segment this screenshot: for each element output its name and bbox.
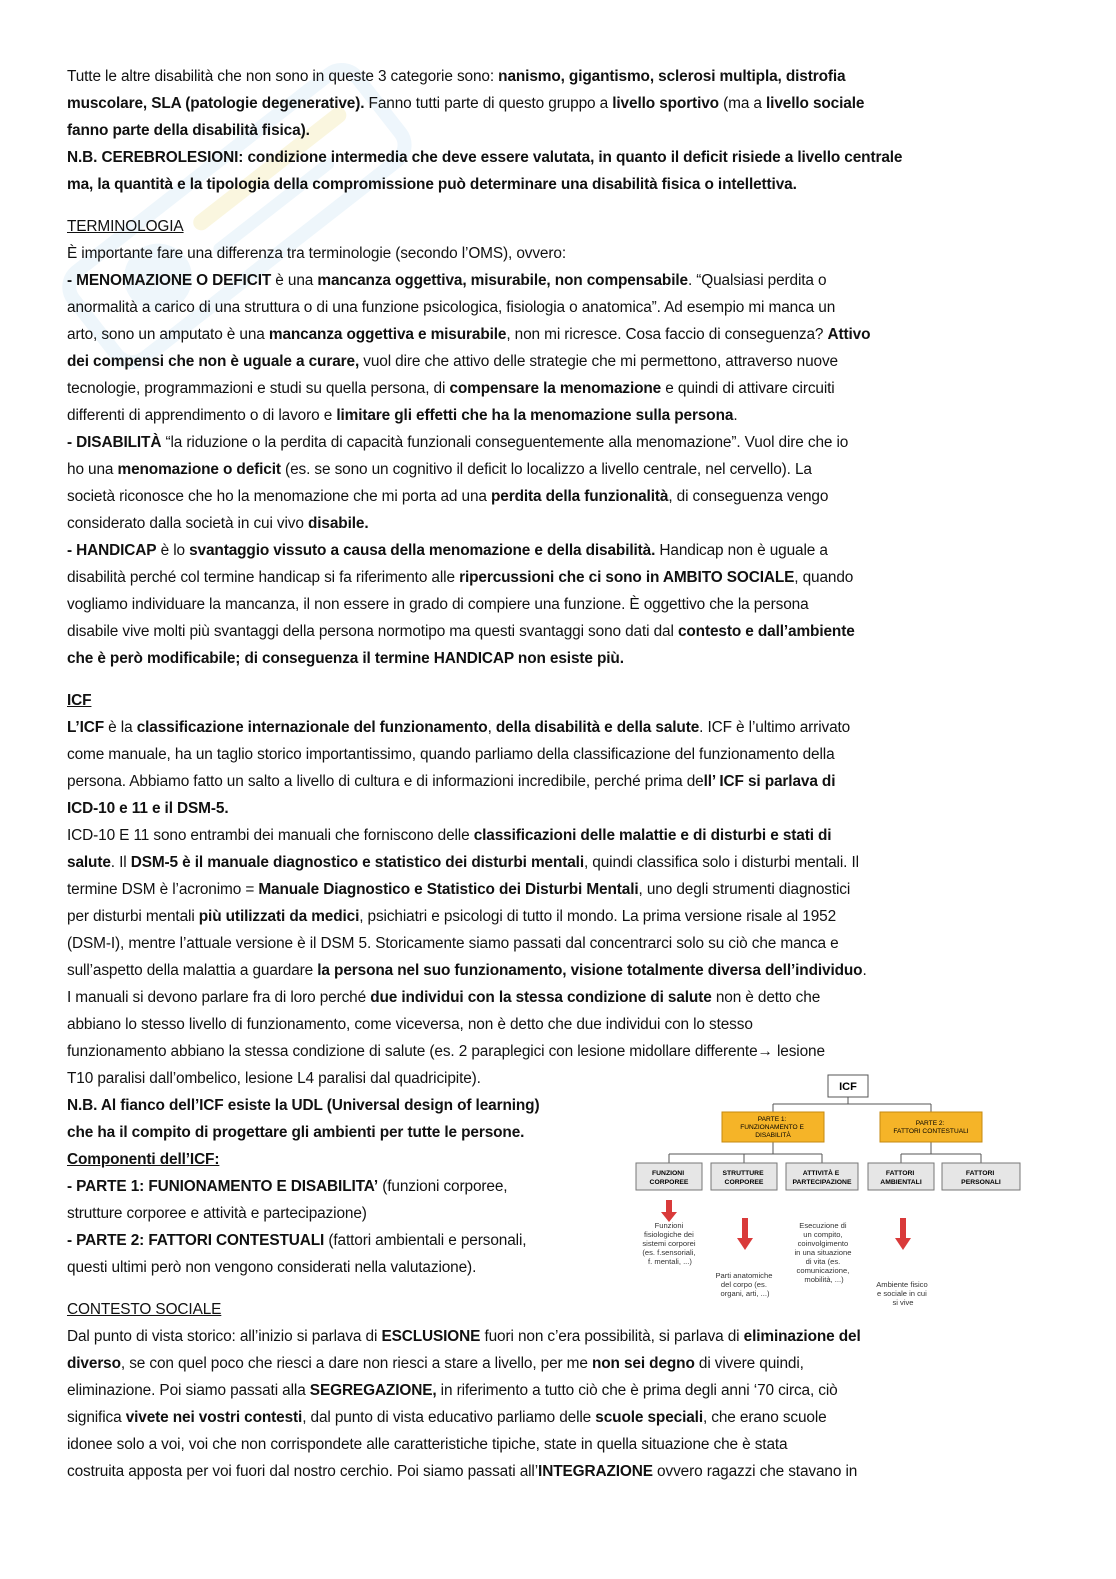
part1-label: PARTE 1: FUNZIONAMENTO E DISABILITÀ xyxy=(740,1116,804,1139)
text-line xyxy=(67,876,1067,903)
text-run: dei compensi che non è uguale a curare, xyxy=(67,353,360,370)
text-run: perdita della funzionalità xyxy=(491,488,669,505)
text-run: - HANDICAP xyxy=(67,542,157,559)
text-run: termine DSM è l’acronimo = xyxy=(67,881,259,898)
text-run: fanno parte della disabilità fisica). xyxy=(67,122,310,139)
text-line xyxy=(67,645,1067,672)
text-run: disabilità perché col termine handicap si fa riferimento alle xyxy=(67,569,460,586)
text-line xyxy=(67,849,1067,876)
text-run: differenti di apprendimento o di lavoro e xyxy=(67,407,337,424)
text-run: anormalità a carico di una struttura o di una funzione psicologica, fisiologia o anatomica”. Ad esempio mi manca un xyxy=(67,299,836,316)
text-run: nanismo, gigantismo, sclerosi multipla, distrofia xyxy=(498,68,846,85)
text-run: (ma a xyxy=(718,95,767,112)
text-run: arto, sono un amputato è una xyxy=(67,326,269,343)
text-run: Attivo xyxy=(827,326,871,343)
text-run: sull’aspetto della malattia a guardare xyxy=(67,962,318,979)
arrow-down-icon xyxy=(661,1200,677,1222)
text-run: . xyxy=(862,962,867,979)
text-line xyxy=(67,822,1067,849)
text-run: svantaggio vissuto a causa della menomazione e della disabilità. xyxy=(189,542,656,559)
text-line xyxy=(67,714,1067,741)
red-arrows xyxy=(661,1200,911,1250)
text-run: TERMINOLOGIA xyxy=(67,218,184,235)
text-run: - PARTE 2: FATTORI CONTESTUALI xyxy=(67,1232,325,1249)
text-line xyxy=(67,537,1067,564)
text-line xyxy=(67,1458,1067,1485)
text-line xyxy=(67,429,1067,456)
text-run: in riferimento a tutto ciò che è prima degli anni ‘70 circa, ciò xyxy=(436,1382,838,1399)
text-run: , di conseguenza vengo xyxy=(668,488,829,505)
text-run: - PARTE 1: FUNIONAMENTO E DISABILITA’ xyxy=(67,1178,379,1195)
text-line xyxy=(67,456,1067,483)
text-run: , psichiatri e psicologi di tutto il mondo. La prima versione risale al 1952 xyxy=(359,908,837,925)
text-run: è lo xyxy=(156,542,190,559)
text-run: ovvero ragazzi che stavano in xyxy=(652,1463,858,1480)
text-run: È importante fare una differenza tra terminologie (secondo l’OMS), ovvero: xyxy=(67,245,566,262)
text-line xyxy=(67,741,1067,768)
text-run: abbiano lo stesso livello di funzionamento, come viceversa, non è detto che due individui con lo stesso xyxy=(67,1016,753,1033)
text-run: . ICF è l’ultimo arrivato xyxy=(699,719,851,736)
text-run: compensare la menomazione xyxy=(449,380,662,397)
text-section xyxy=(67,1296,1067,1485)
text-run: scuole speciali xyxy=(595,1409,703,1426)
text-run: la persona nel suo funzionamento, visione totalmente diversa dell’individuo xyxy=(317,962,863,979)
text-run: L’ICF xyxy=(67,719,105,736)
icf-diagram xyxy=(630,1070,1030,1310)
text-run: contesto e dall’ambiente xyxy=(677,623,855,640)
part2-label: PARTE 2: FATTORI CONTESTUALI xyxy=(893,1120,969,1135)
text-line xyxy=(67,984,1067,1011)
desc-funzioni: Funzioni fisiologiche dei sistemi corporei (es. f.sensoriali, f. mentali, ...) xyxy=(642,1221,696,1266)
text-line xyxy=(67,687,1067,714)
text-line xyxy=(67,1350,1067,1377)
text-run: ESCLUSIONE xyxy=(381,1328,481,1345)
desc-strutture: Parti anatomiche del corpo (es. organi, arti, ...) xyxy=(715,1271,773,1298)
text-run: livello sportivo xyxy=(612,95,719,112)
arrow-down-icon xyxy=(895,1218,911,1250)
text-run: tecnologie, programmazioni e studi su quella persona, di xyxy=(67,380,450,397)
text-run: . xyxy=(733,407,738,424)
text-line xyxy=(67,267,1067,294)
text-run: N.B. Al fianco dell’ICF esiste la UDL (Universal design of learning) xyxy=(67,1097,540,1114)
text-run: (fattori ambientali e personali, xyxy=(324,1232,527,1249)
text-run: menomazione o deficit xyxy=(117,461,281,478)
text-run: è una xyxy=(271,272,318,289)
text-run: - DISABILITÀ xyxy=(67,434,162,451)
text-line xyxy=(67,483,1067,510)
text-run: più utilizzati da medici xyxy=(198,908,360,925)
text-run: Manuale Diagnostico e Statistico dei Disturbi Mentali xyxy=(258,881,639,898)
text-run: vivete nei vostri contesti xyxy=(125,1409,303,1426)
label-attivita-partecipazione: ATTIVITÀ E PARTECIPAZIONE xyxy=(792,1170,852,1186)
text-line xyxy=(67,402,1067,429)
text-run: di vivere quindi, xyxy=(694,1355,804,1372)
text-run: Fanno tutti parte di questo gruppo a xyxy=(364,95,613,112)
text-run: ho una xyxy=(67,461,118,478)
text-line xyxy=(67,1038,1067,1065)
text-run: (funzioni corporee, xyxy=(378,1178,508,1195)
text-run: e quindi di attivare circuiti xyxy=(661,380,835,397)
text-line xyxy=(67,348,1067,375)
text-run: funzionamento abbiano la stessa condizione di salute (es. 2 paraplegici con lesione midollare differente xyxy=(67,1043,758,1060)
text-run: ripercussioni che ci sono in AMBITO SOCIALE xyxy=(459,569,795,586)
text-run: livello sociale xyxy=(766,95,865,112)
text-line xyxy=(67,63,1067,90)
text-run: “la riduzione o la perdita di capacità funzionali conseguentemente alla menomazione”. Vuol dire che io xyxy=(161,434,849,451)
text-run: non sei degno xyxy=(591,1355,695,1372)
text-run: fuori non c’era possibilità, si parlava di xyxy=(480,1328,744,1345)
text-line xyxy=(67,213,1067,240)
text-run: non è detto che xyxy=(711,989,821,1006)
text-line xyxy=(67,321,1067,348)
text-run: . Il xyxy=(110,854,131,871)
text-run: disabile. xyxy=(307,515,369,532)
text-run: salute xyxy=(67,854,111,871)
part2-box xyxy=(880,1112,982,1142)
text-line xyxy=(67,171,1067,198)
text-line xyxy=(67,1323,1067,1350)
text-run: T10 paralisi dall’ombelico, lesione L4 paralisi dal quadricipite). xyxy=(67,1070,481,1087)
label-strutture-corporee: STRUTTURE CORPOREE xyxy=(722,1170,764,1186)
text-run: ll’ ICF si parlava di xyxy=(703,773,836,790)
text-run: ICD-10 E 11 sono entrambi dei manuali che forniscono delle xyxy=(67,827,474,844)
text-line xyxy=(67,1377,1067,1404)
text-run: che ha il compito di progettare gli ambienti per tutte le persone. xyxy=(67,1124,525,1141)
text-run: classificazione internazionale del funzionamento xyxy=(136,719,488,736)
text-run: , uno degli strumenti diagnostici xyxy=(638,881,851,898)
label-fattori-personali: FATTORI PERSONALI xyxy=(961,1170,1001,1186)
text-line xyxy=(67,903,1067,930)
desc-ambientali: Ambiente fisico e sociale in cui si vive xyxy=(876,1280,928,1307)
text-run: considerato dalla società in cui vivo xyxy=(67,515,308,532)
text-section xyxy=(67,63,1067,198)
text-line xyxy=(67,930,1067,957)
text-run: è la xyxy=(104,719,137,736)
text-run: disabile vive molti più svantaggi della persona normotipo ma questi svantaggi sono dati dal xyxy=(67,623,678,640)
text-run: vogliamo individuare la mancanza, il non essere in grado di compiere una funzione. È oggettivo che la persona xyxy=(67,596,809,613)
text-run: costruita apposta per voi fuori dal nostro cerchio. Poi siamo passati all’ xyxy=(67,1463,539,1480)
text-run: due individui con la stessa condizione di salute xyxy=(370,989,712,1006)
text-run: società riconosce che ho la menomazione che mi porta ad una xyxy=(67,488,491,505)
desc-attivita: Esecuzione di un compito, coinvolgimento in una situazione di vita (es. comunicazione, mobilità, ...) xyxy=(794,1221,852,1284)
text-run: che è però modificabile; di conseguenza il termine HANDICAP non esiste più. xyxy=(67,650,624,667)
text-run: , quindi classifica solo i disturbi mentali. Il xyxy=(583,854,859,871)
text-run: persona. Abbiamo fatto un salto a livello di cultura e di informazioni incredibile, perché prima de xyxy=(67,773,704,790)
text-line xyxy=(67,1011,1067,1038)
text-run: mancanza oggettiva e misurabile xyxy=(268,326,507,343)
text-run: ma, la quantità e la tipologia della compromissione può determinare una disabilità fisica o intellettiva. xyxy=(67,176,797,193)
text-line xyxy=(67,117,1067,144)
text-run: classificazioni delle malattie e di disturbi e stati di xyxy=(473,827,832,844)
text-run: → xyxy=(757,1043,773,1060)
text-line xyxy=(67,1431,1067,1458)
text-run: , dal punto di vista educativo parliamo delle xyxy=(302,1409,596,1426)
text-run: idonee solo a voi, voi che non corrispondete alle caratteristiche tipiche, state in quella situazione che è stata xyxy=(67,1436,788,1453)
text-run: Handicap non è uguale a xyxy=(655,542,828,559)
text-run: Tutte le altre disabilità che non sono in queste 3 categorie sono: xyxy=(67,68,499,85)
text-run: , non mi ricresce. Cosa faccio di conseguenza? xyxy=(506,326,828,343)
text-run: per disturbi mentali xyxy=(67,908,199,925)
text-run: eliminazione del xyxy=(743,1328,861,1345)
text-line xyxy=(67,1404,1067,1431)
text-line xyxy=(67,768,1067,795)
text-run: ICF xyxy=(67,692,92,709)
text-run: mancanza oggettiva, misurabile, non compensabile xyxy=(317,272,688,289)
text-run: , che erano scuole xyxy=(702,1409,827,1426)
text-line xyxy=(67,957,1067,984)
text-line xyxy=(67,618,1067,645)
label-funzioni-corporee: FUNZIONI CORPOREE xyxy=(649,1170,689,1186)
text-run: come manuale, ha un taglio storico importantissimo, quando parliamo della classificazione del funzionamento della xyxy=(67,746,835,763)
text-line xyxy=(67,144,1067,171)
text-line xyxy=(67,375,1067,402)
component-boxes xyxy=(636,1163,1020,1190)
text-run: (es. se sono un cognitivo il deficit lo localizzo a livello centrale, nel cervello). La xyxy=(280,461,812,478)
text-run: , xyxy=(487,719,496,736)
label-fattori-ambientali: FATTORI AMBIENTALI xyxy=(880,1170,922,1186)
text-run: Dal punto di vista storico: all’inizio si parlava di xyxy=(67,1328,382,1345)
text-run: limitare gli effetti che ha la menomazione sulla persona xyxy=(336,407,734,424)
icf-root-label: ICF xyxy=(839,1081,857,1093)
text-run: CONTESTO SOCIALE xyxy=(67,1301,222,1318)
text-run: SEGREGAZIONE, xyxy=(309,1382,437,1399)
text-run: , se con quel poco che riesci a dare non riesci a stare a livello, per me xyxy=(120,1355,592,1372)
text-run: lesione xyxy=(772,1043,825,1060)
text-run: ICD-10 e 11 e il DSM-5. xyxy=(67,800,229,817)
text-run: eliminazione. Poi siamo passati alla xyxy=(67,1382,310,1399)
text-run: muscolare, SLA (patologie degenerative). xyxy=(67,95,365,112)
text-line xyxy=(67,591,1067,618)
text-line xyxy=(67,510,1067,537)
text-run: INTEGRAZIONE xyxy=(538,1463,653,1480)
text-run: DSM-5 è il manuale diagnostico e statistico dei disturbi mentali xyxy=(130,854,584,871)
text-run: diverso xyxy=(67,1355,121,1372)
text-section xyxy=(67,213,1067,672)
text-run: - MENOMAZIONE O DEFICIT xyxy=(67,272,272,289)
text-run: strutture corporee e attività e partecipazione) xyxy=(67,1205,367,1222)
text-run: Componenti dell’ICF: xyxy=(67,1151,220,1168)
text-run: questi ultimi però non vengono considerati nella valutazione). xyxy=(67,1259,477,1276)
text-run: della disabilità e della salute xyxy=(495,719,700,736)
text-line xyxy=(67,294,1067,321)
text-line xyxy=(67,795,1067,822)
text-line xyxy=(67,90,1067,117)
text-run: (DSM-I), mentre l’attuale versione è il DSM 5. Storicamente siamo passati dal concentrarci solo su ciò che manca e xyxy=(67,935,839,952)
text-line xyxy=(67,240,1067,267)
arrow-down-icon xyxy=(737,1218,753,1250)
text-run: I manuali si devono parlare fra di loro perché xyxy=(67,989,371,1006)
text-run: , quando xyxy=(794,569,854,586)
text-run: . “Qualsiasi perdita o xyxy=(687,272,827,289)
text-run: N.B. CEREBROLESIONI: condizione intermedia che deve essere valutata, in quanto il deficit risiede a livello centrale xyxy=(67,149,903,166)
text-run: vuol dire che attivo delle strategie che mi permettono, attraverso nuove xyxy=(359,353,838,370)
text-run: significa xyxy=(67,1409,126,1426)
text-line xyxy=(67,564,1067,591)
